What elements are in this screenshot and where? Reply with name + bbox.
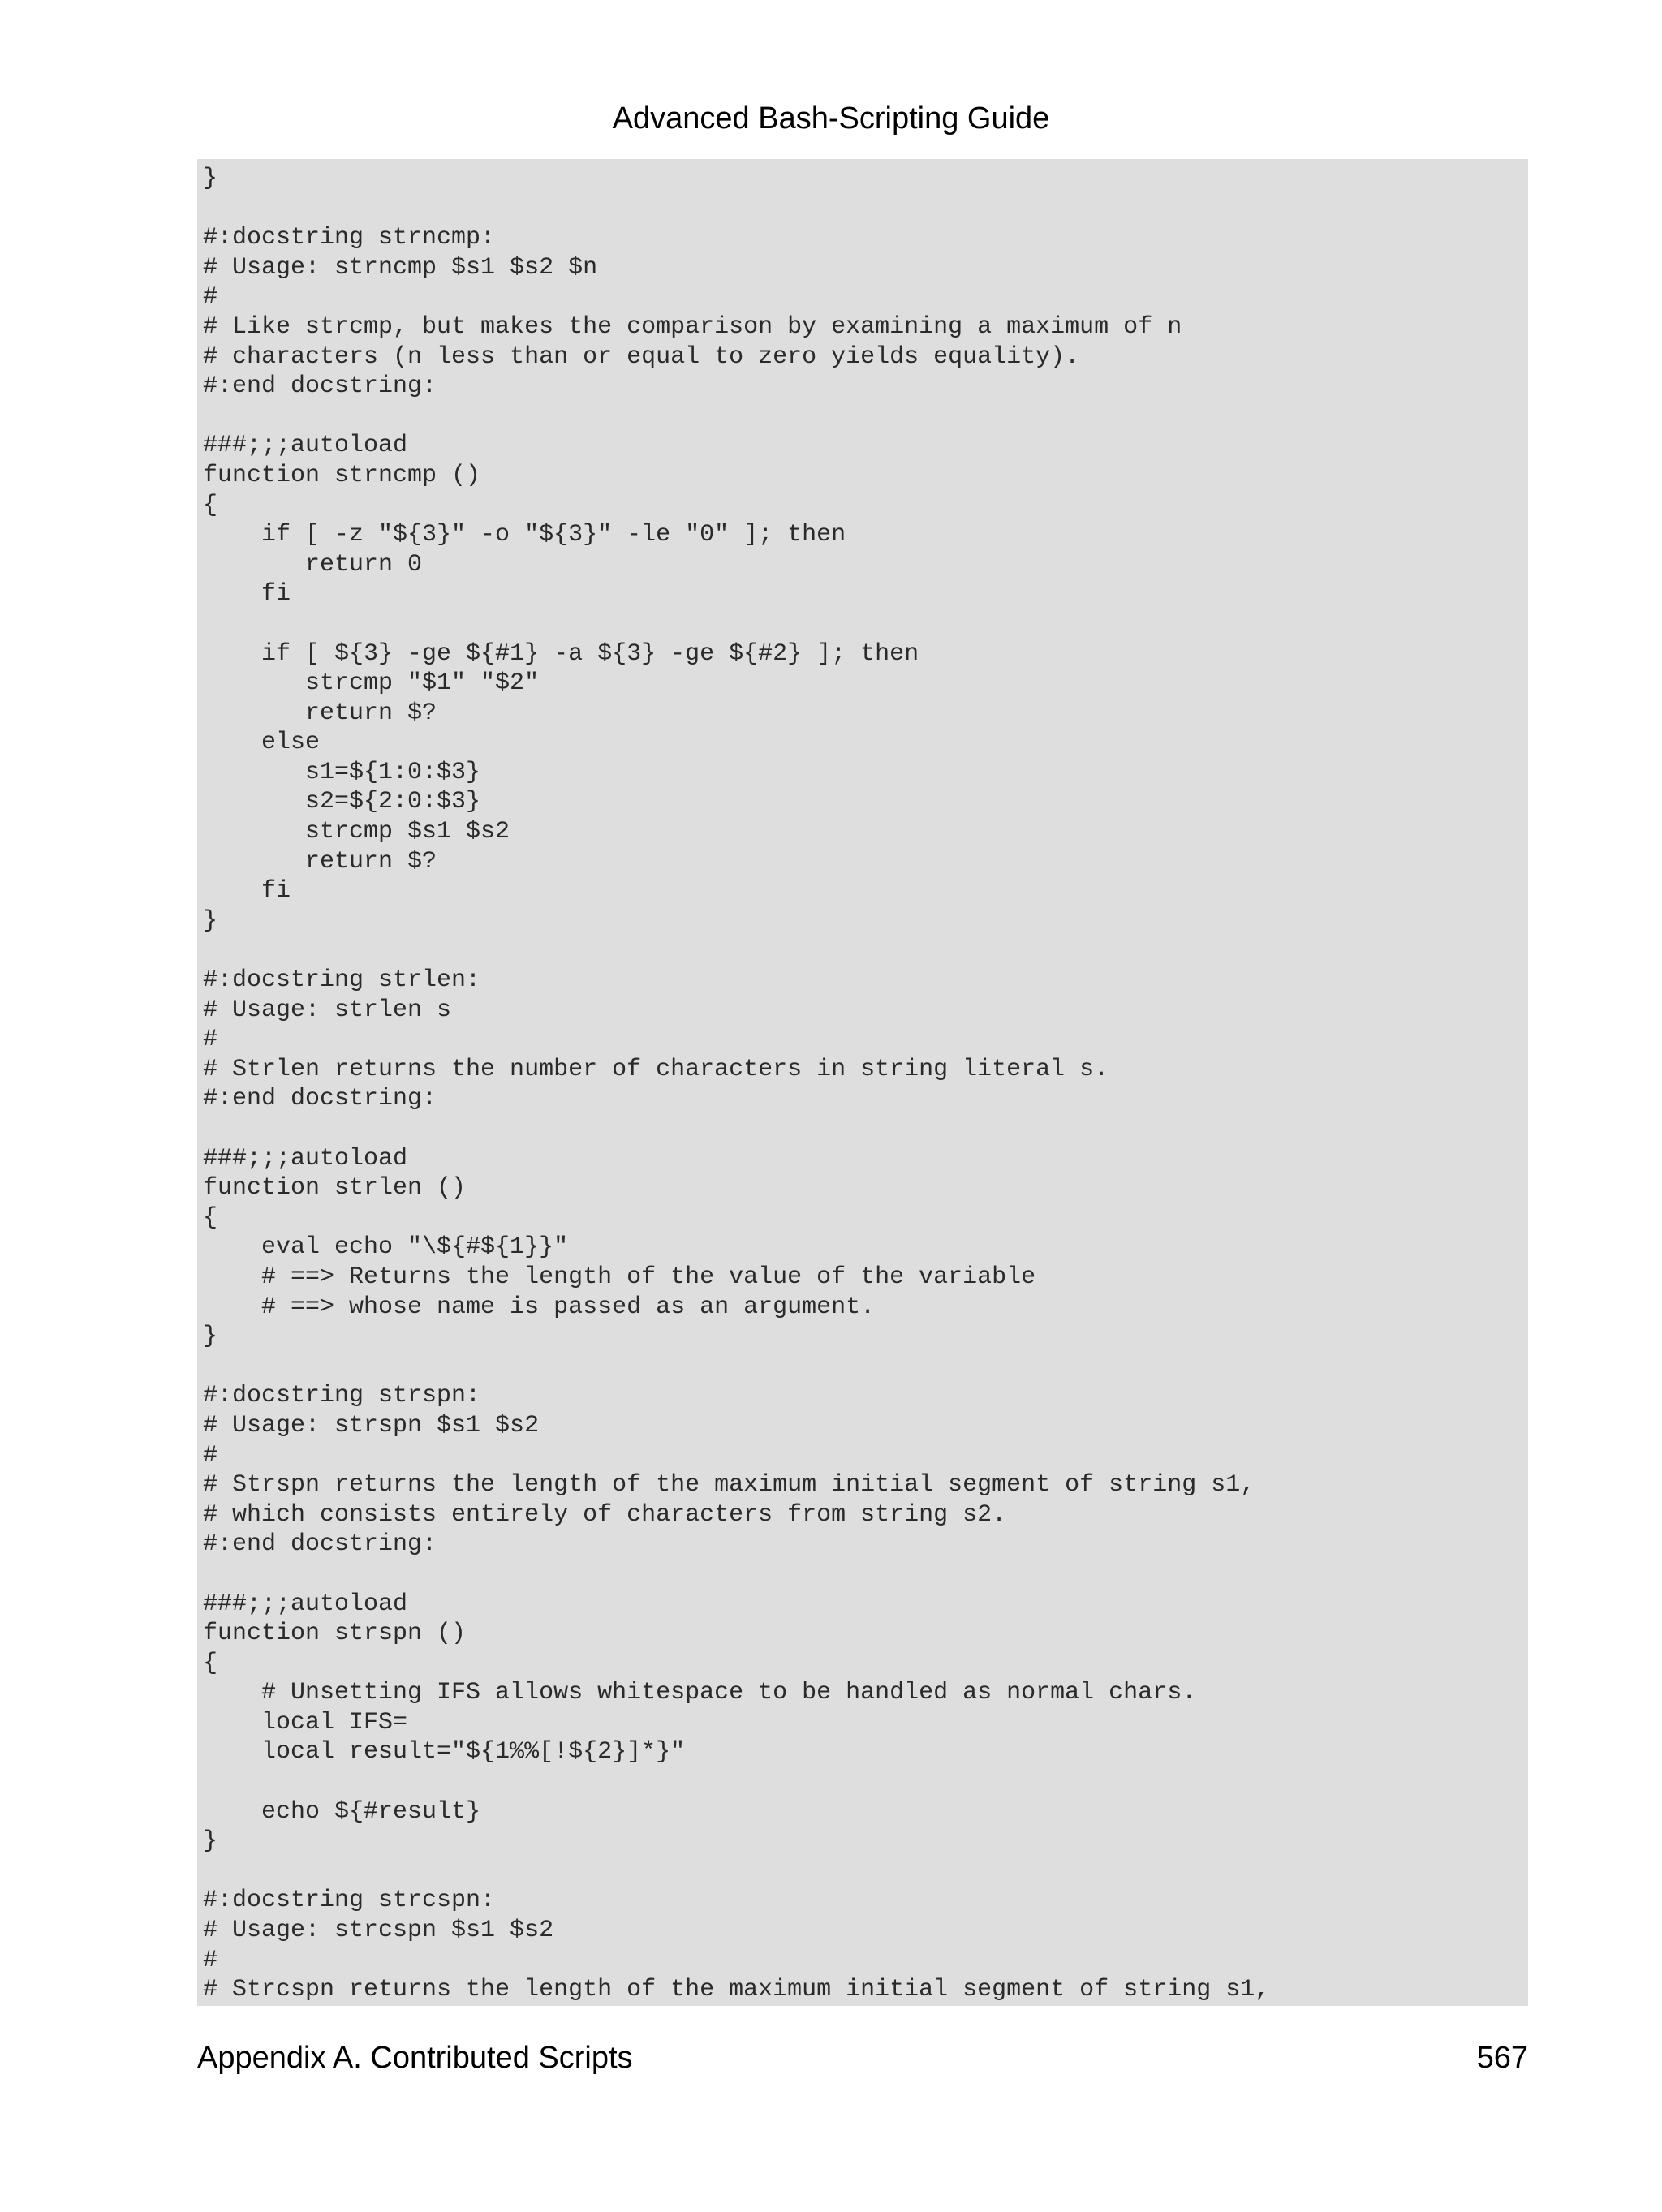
code-line: } [203, 1827, 218, 1856]
code-line: ###;;;autoload [203, 1590, 408, 1618]
code-line: # [203, 1026, 218, 1054]
page-footer [197, 2035, 1528, 2081]
code-line: } [203, 906, 218, 935]
code-line: # Strcspn returns the length of the maximum initial segment of string s1, [203, 1976, 1270, 2004]
code-line: #:end docstring: [203, 1530, 437, 1559]
code-line: #:docstring strspn: [203, 1382, 481, 1410]
code-line: } [203, 165, 218, 192]
code-line: # ==> Returns the length of the value of the variable [203, 1263, 1036, 1291]
code-line: # Unsetting IFS allows whitespace to be handled as normal chars. [203, 1679, 1197, 1707]
code-line: local IFS= [203, 1708, 408, 1736]
code-line [203, 1114, 1528, 1144]
code-line [203, 1767, 1528, 1797]
page-header-title: Advanced Bash-Scripting Guide [612, 101, 1050, 136]
code-line [203, 1352, 1528, 1382]
code-line: # [203, 1441, 218, 1470]
code-line: function strlen () [203, 1174, 467, 1203]
code-line: fi [203, 877, 291, 906]
code-line [203, 609, 1528, 639]
code-line [203, 402, 1528, 432]
code-line: # Strlen returns the number of characters in string literal s. [203, 1055, 1109, 1083]
code-line: echo ${#result} [203, 1797, 481, 1826]
code-line: else [203, 729, 321, 757]
code-line: #:docstring strlen: [203, 966, 481, 995]
code-line: # [203, 283, 218, 312]
code-line: #:docstring strncmp: [203, 224, 496, 252]
code-line: # Usage: strspn $s1 $s2 [203, 1411, 540, 1440]
code-line: if [ -z "${3}" -o "${3}" -le "0" ]; then [203, 521, 846, 549]
code-line: fi [203, 580, 291, 609]
code-line [203, 1857, 1528, 1887]
code-line: ###;;;autoload [203, 432, 408, 460]
code-line: # which consists entirely of characters from string s2. [203, 1500, 1007, 1529]
code-line: function strncmp () [203, 461, 481, 489]
code-line: if [ ${3} -ge ${#1} -a ${3} -ge ${#2} ]; then [203, 639, 919, 668]
code-line: #:end docstring: [203, 372, 437, 401]
code-line [203, 1560, 1528, 1590]
footer-page-number: 567 [1476, 2041, 1528, 2075]
code-line: { [203, 1649, 218, 1677]
code-line: return $? [203, 699, 437, 727]
code-line: return 0 [203, 550, 423, 579]
code-line: # Like strcmp, but makes the comparison by examining a maximum of n [203, 312, 1182, 341]
code-line: s2=${2:0:$3} [203, 788, 481, 816]
code-line: # Strspn returns the length of the maximum initial segment of string s1, [203, 1471, 1255, 1500]
code-line: #:end docstring: [203, 1085, 437, 1113]
code-line: eval echo "\${#${1}}" [203, 1233, 569, 1262]
code-line: { [203, 1203, 218, 1232]
code-line: # Usage: strlen s [203, 996, 452, 1024]
code-listing [197, 159, 1528, 2006]
code-line: # Usage: strcspn $s1 $s2 [203, 1917, 554, 1945]
code-line [203, 194, 1528, 224]
code-line: } [203, 1323, 218, 1351]
code-line: ###;;;autoload [203, 1144, 408, 1173]
code-line: strcmp $s1 $s2 [203, 818, 510, 846]
code-line: function strspn () [203, 1620, 467, 1648]
code-line: #:docstring strcspn: [203, 1887, 496, 1915]
code-line: { [203, 491, 218, 519]
code-line: strcmp "$1" "$2" [203, 669, 540, 698]
code-line: # characters (n less than or equal to zero yields equality). [203, 342, 1080, 371]
code-line: s1=${1:0:$3} [203, 758, 481, 786]
footer-section-title: Appendix A. Contributed Scripts [197, 2041, 633, 2075]
code-line: # Usage: strncmp $s1 $s2 $n [203, 253, 598, 282]
code-line: # [203, 1946, 218, 1974]
code-line: # ==> whose name is passed as an argument. [203, 1293, 876, 1321]
code-line: local result="${1%%[!${2}]*}" [203, 1738, 686, 1767]
code-line: return $? [203, 847, 437, 876]
code-line [203, 936, 1528, 966]
